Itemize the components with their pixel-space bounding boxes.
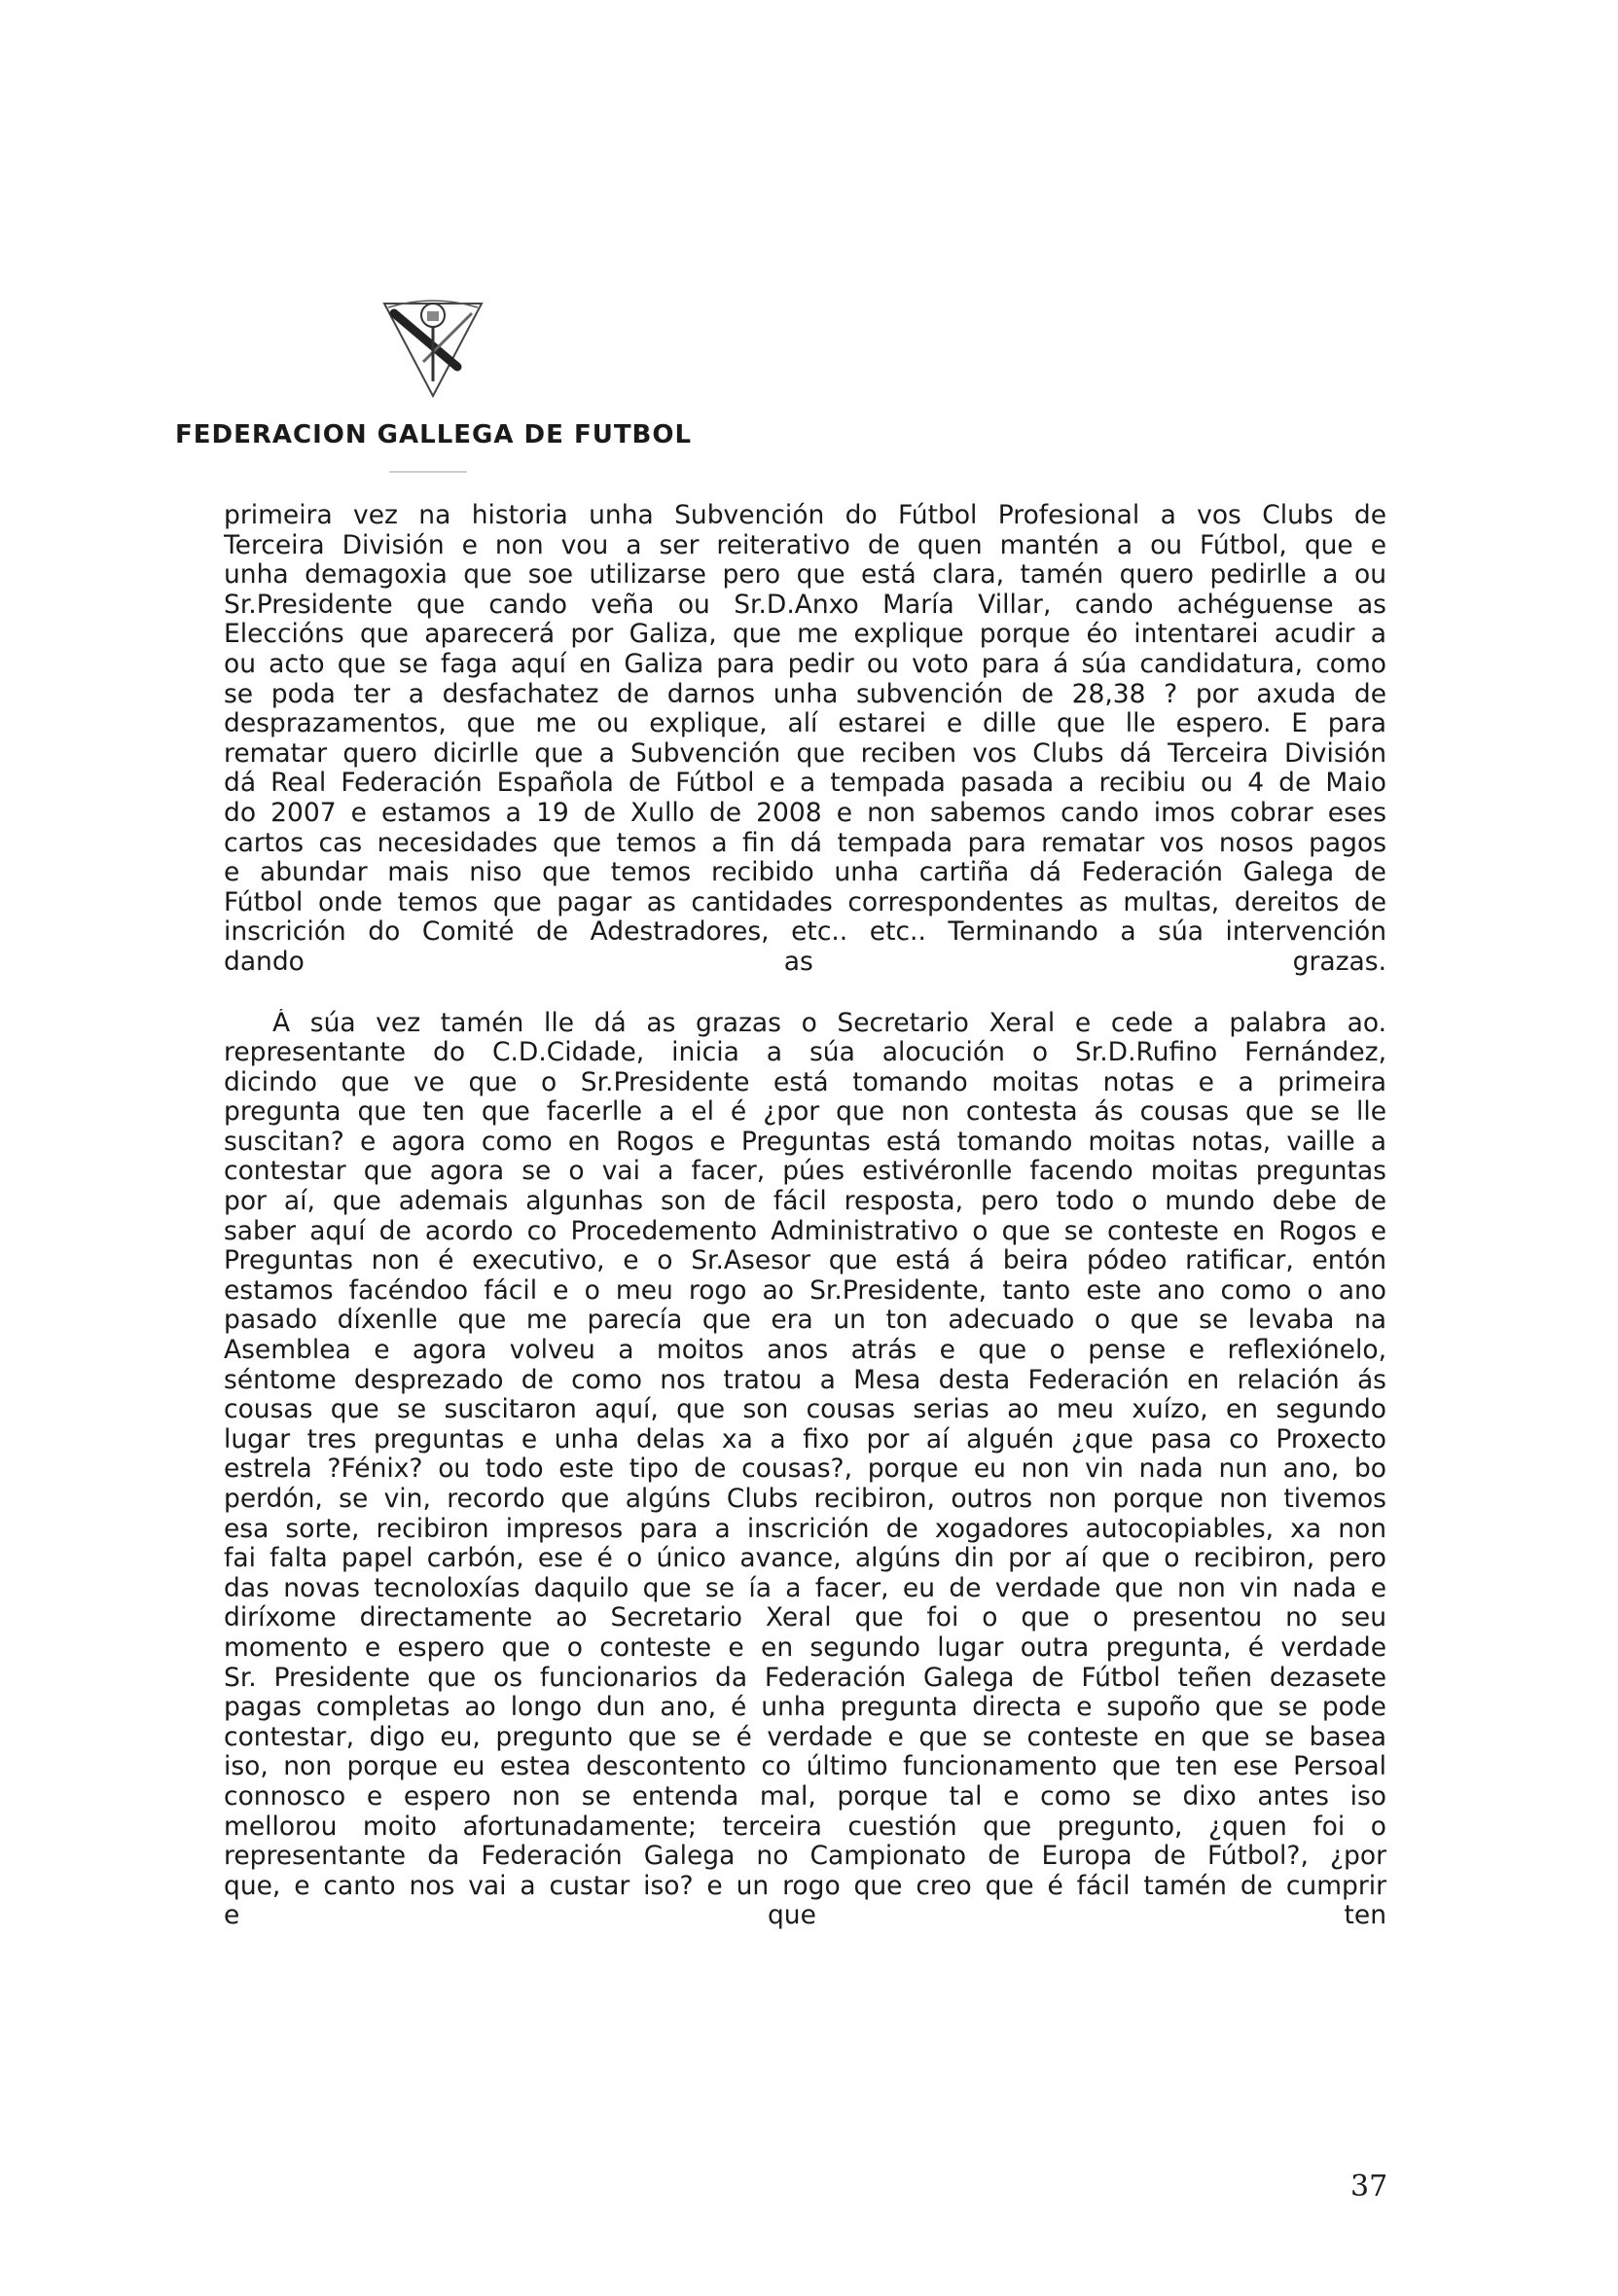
text-line: se poda ter a desfachatez de darnos unha subvención de 28,38 ? por axuda de xyxy=(224,679,1386,709)
document-body xyxy=(224,501,1386,1931)
text-line: Sr. Presidente que os funcionarios da Federación Galega de Fútbol teñen dezasete xyxy=(224,1663,1386,1693)
text-line: séntome desprezado de como nos tratou a Mesa desta Federación en relación ás xyxy=(224,1365,1386,1395)
text-line: unha demagoxia que soe utilizarse pero que está clara, tamén quero pedirlle a ou xyxy=(224,560,1386,591)
text-line: fai falta papel carbón, ese é o único avance, algúns din por aí que o recibiron, pero xyxy=(224,1544,1386,1574)
text-line: dá Real Federación Española de Fútbol e a tempada pasada a recibiu ou 4 de Maio xyxy=(224,769,1386,799)
text-line: pasado díxenlle que me parecía que era un ton adecuado o que se levaba na xyxy=(224,1306,1386,1336)
text-line: representante da Federación Galega no Campionato de Europa de Fútbol?, ¿por xyxy=(224,1842,1386,1872)
text-line: iso, non porque eu estea descontento co último funcionamento que ten ese Persoal xyxy=(224,1752,1386,1782)
page-number: 37 xyxy=(1350,2170,1388,2204)
text-line: e abundar mais niso que temos recibido unha cartiña dá Federación Galega de xyxy=(224,858,1386,888)
text-line: ou acto que se faga aquí en Galiza para pedir ou voto para á súa candidatura, como xyxy=(224,649,1386,679)
text-line: perdón, se vin, recordo que algúns Clubs recibiron, outros non porque non tivemos xyxy=(224,1485,1386,1514)
text-line: Asemblea e agora volveu a moitos anos atrás e que o pense e reflexiónelo, xyxy=(224,1336,1386,1366)
text-line: e que ten xyxy=(224,1901,1386,1931)
federation-crest-icon xyxy=(365,274,501,411)
text-line: por aí, que ademais algunhas son de fácil resposta, pero todo o mundo debe de xyxy=(224,1187,1386,1217)
text-line: pregunta que ten que facerlle a el é ¿por que non contesta ás cousas que se lle xyxy=(224,1097,1386,1128)
paragraph-2 xyxy=(224,1009,1386,1931)
text-line: suscitan? e agora como en Rogos e Preguntas está tomando moitas notas, vaille a xyxy=(224,1127,1386,1157)
header-divider xyxy=(389,471,467,473)
text-line: das novas tecnoloxías daquilo que se ía a facer, eu de verdade que non vin nada e xyxy=(224,1573,1386,1603)
text-line: momento e espero que o conteste e en segundo lugar outra pregunta, é verdade xyxy=(224,1632,1386,1663)
text-line: contestar que agora se o vai a facer, púes estivéronlle facendo moitas preguntas xyxy=(224,1157,1386,1187)
text-line: Terceira División e non vou a ser reiterativo de quen mantén a ou Fútbol, que e xyxy=(224,530,1386,560)
paragraph-1 xyxy=(224,501,1386,978)
text-line: cousas que se suscitaron aquí, que son cousas serias ao meu xuízo, en segundo xyxy=(224,1395,1386,1425)
paragraph-spacer xyxy=(224,978,1386,1009)
text-line: rematar quero dicirlle que a Subvención que reciben vos Clubs dá Terceira División xyxy=(224,738,1386,769)
text-line: desprazamentos, que me ou explique, alí estarei e dille que lle espero. E para xyxy=(224,709,1386,739)
text-line: Á súa vez tamén lle dá as grazas o Secretario Xeral e cede a palabra ao. xyxy=(272,1008,1386,1038)
text-line: dicindo que ve que o Sr.Presidente está tomando moitas notas e a primeira xyxy=(224,1067,1386,1097)
text-line: esa sorte, recibiron impresos para a inscrición de xogadores autocopiables, xa non xyxy=(224,1514,1386,1544)
text-line: estamos facéndoo fácil e o meu rogo ao Sr.Presidente, tanto este ano como o ano xyxy=(224,1275,1386,1306)
text-line: mellorou moito afortunadamente; terceira cuestión que pregunto, ¿quen foi o xyxy=(224,1812,1386,1842)
text-line: que, e canto nos vai a custar iso? e un rogo que creo que é fácil tamén de cumprir xyxy=(224,1871,1386,1901)
text-line: representante do C.D.Cidade, inicia a súa alocución o Sr.D.Rufino Fernández, xyxy=(224,1038,1386,1068)
text-line: Eleccións que aparecerá por Galiza, que me explique porque éo intentarei acudir a xyxy=(224,620,1386,650)
text-line: estrela ?Fénix? ou todo este tipo de cousas?, porque eu non vin nada nun ano, bo xyxy=(224,1454,1386,1485)
text-line: Sr.Presidente que cando veña ou Sr.D.Anxo María Villar, cando achéguense as xyxy=(224,590,1386,620)
text-line: diríxome directamente ao Secretario Xeral que foi o que o presentou no seu xyxy=(224,1603,1386,1633)
text-line: do 2007 e estamos a 19 de Xullo de 2008 e non sabemos cando imos cobrar eses xyxy=(224,798,1386,828)
text-line: connosco e espero non se entenda mal, porque tal e como se dixo antes iso xyxy=(224,1781,1386,1812)
text-line: dando as grazas. xyxy=(224,947,1386,977)
text-line: Preguntas non é executivo, e o Sr.Asesor que está á beira pódeo ratificar, entón xyxy=(224,1246,1386,1276)
text-line: primeira vez na historia unha Subvención do Fútbol Profesional a vos Clubs de xyxy=(224,501,1386,530)
text-line: contestar, digo eu, pregunto que se é verdade e que se conteste en que se basea xyxy=(224,1722,1386,1752)
text-line: saber aquí de acordo co Procedemento Administrativo o que se conteste en Rogos e xyxy=(224,1216,1386,1246)
text-line: Fútbol onde temos que pagar as cantidades correspondentes as multas, dereitos de xyxy=(224,887,1386,917)
text-line: inscrición do Comité de Adestradores, etc.. etc.. Terminando a súa intervención xyxy=(224,917,1386,948)
text-line: cartos cas necesidades que temos a fin dá tempada para rematar vos nosos pagos xyxy=(224,828,1386,858)
organization-name: FEDERACION GALLEGA DE FUTBOL xyxy=(175,420,693,449)
text-line: lugar tres preguntas e unha delas xa a fixo por aí alguén ¿que pasa co Proxecto xyxy=(224,1424,1386,1454)
text-line: pagas completas ao longo dun ano, é unha pregunta directa e supoño que se pode xyxy=(224,1693,1386,1723)
